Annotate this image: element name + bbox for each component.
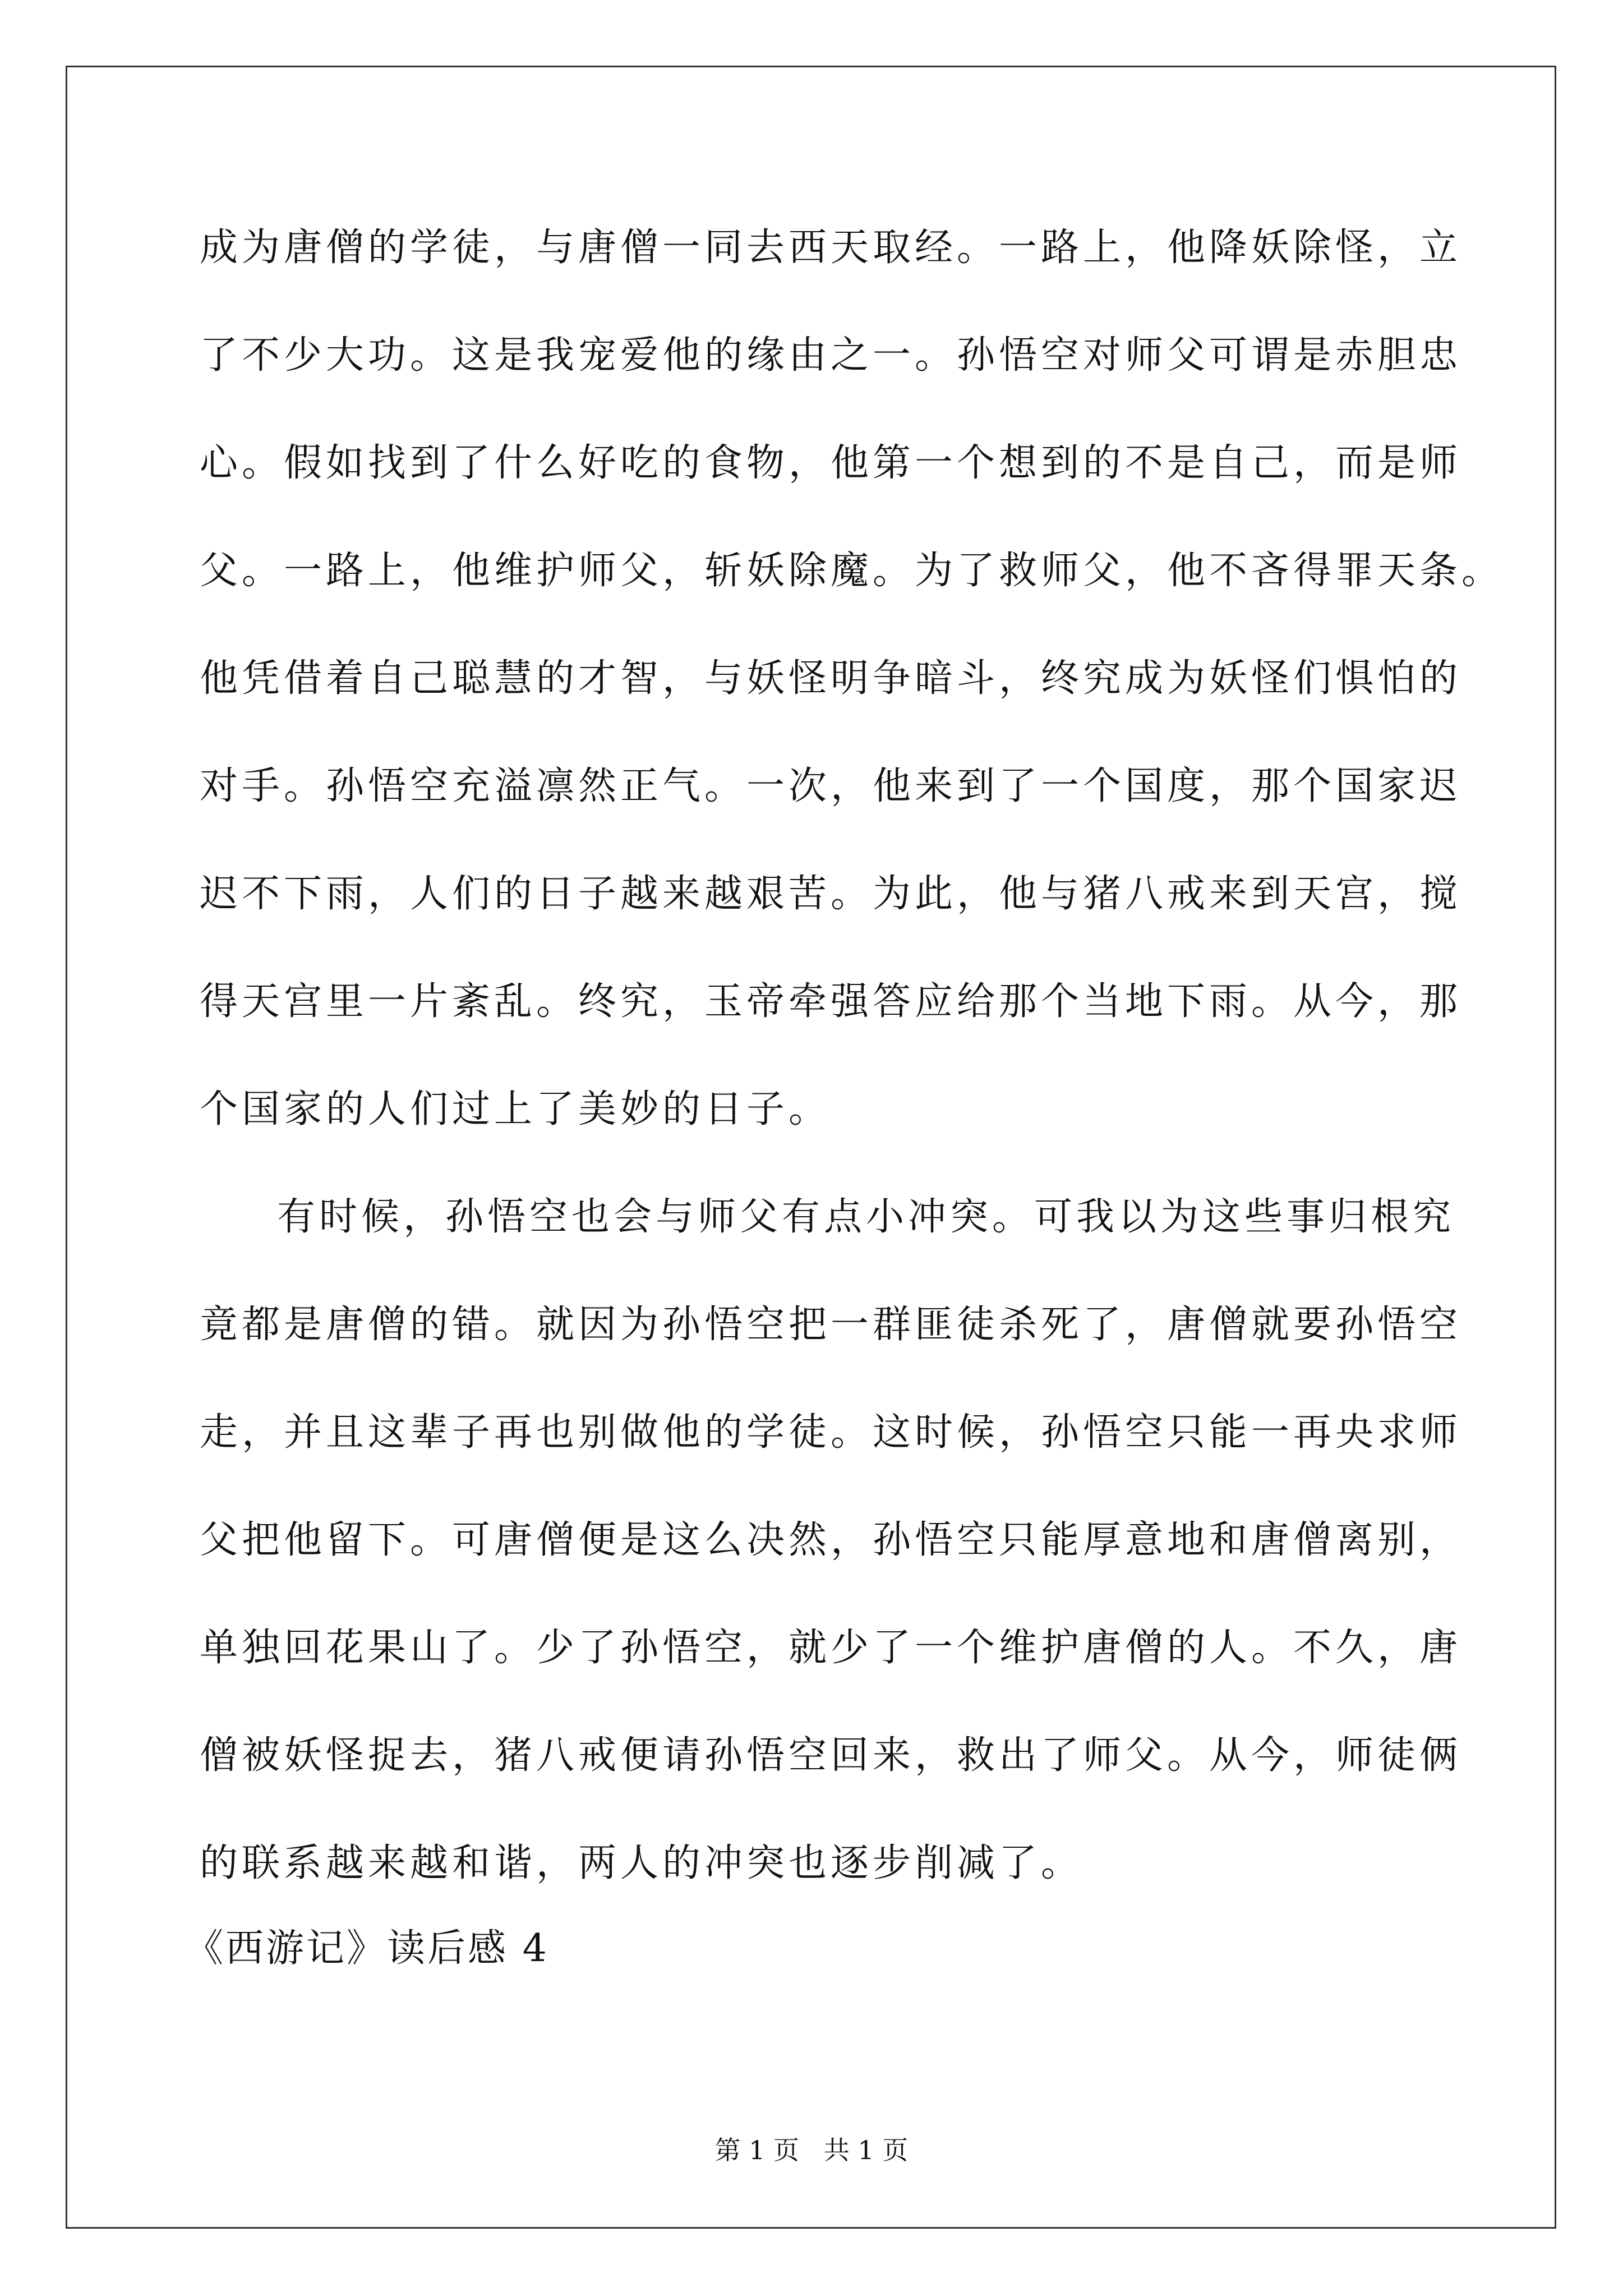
page-border: [66, 66, 1556, 2229]
paragraph-line: 迟不下雨，人们的日子越来越艰苦。为此，他与猪八戒来到天宫，搅: [200, 872, 1462, 916]
paragraph-line: 对手。孙悟空充溢凛然正气。一次，他来到了一个国度，那个国家迟: [200, 764, 1462, 808]
paragraph-line: 成为唐僧的学徒，与唐僧一同去西天取经。一路上，他降妖除怪，立: [200, 226, 1462, 270]
paragraph-line: 僧被妖怪捉去，猪八戒便请孙悟空回来，救出了师父。从今，师徒俩: [200, 1733, 1462, 1778]
paragraph-line: 父把他留下。可唐僧便是这么决然，孙悟空只能厚意地和唐僧离别，: [200, 1518, 1462, 1562]
paragraph-line: 个国家的人们过上了美妙的日子。: [200, 1087, 831, 1131]
paragraph-line: 了不少大功。这是我宠爱他的缘由之一。孙悟空对师父可谓是赤胆忠: [200, 333, 1462, 378]
page-number-footer: 第 1 页 共 1 页: [714, 2135, 909, 2165]
paragraph-line: 的联系越来越和谐，两人的冲突也逐步削减了。: [200, 1841, 1083, 1885]
paragraph-line: 父。一路上，他维护师父，斩妖除魔。为了救师父，他不吝得罪天条。: [200, 549, 1504, 593]
section-heading: 《西游记》读后感 4: [185, 1926, 549, 1971]
paragraph-line: 单独回花果山了。少了孙悟空，就少了一个维护唐僧的人。不久，唐: [200, 1626, 1462, 1670]
paragraph-line: 得天宫里一片紊乱。终究，玉帝牵强答应给那个当地下雨。从今，那: [200, 979, 1462, 1024]
paragraph-line: 心。假如找到了什么好吃的食物，他第一个想到的不是自己，而是师: [200, 441, 1462, 485]
paragraph-line: 竟都是唐僧的错。就因为孙悟空把一群匪徒杀死了，唐僧就要孙悟空: [200, 1303, 1462, 1347]
paragraph-line: 他凭借着自己聪慧的才智，与妖怪明争暗斗，终究成为妖怪们惧怕的: [200, 656, 1462, 701]
paragraph-line: 走，并且这辈子再也别做他的学徒。这时候，孙悟空只能一再央求师: [200, 1410, 1462, 1455]
paragraph-line: 有时候，孙悟空也会与师父有点小冲突。可我以为这些事归根究: [277, 1195, 1455, 1239]
